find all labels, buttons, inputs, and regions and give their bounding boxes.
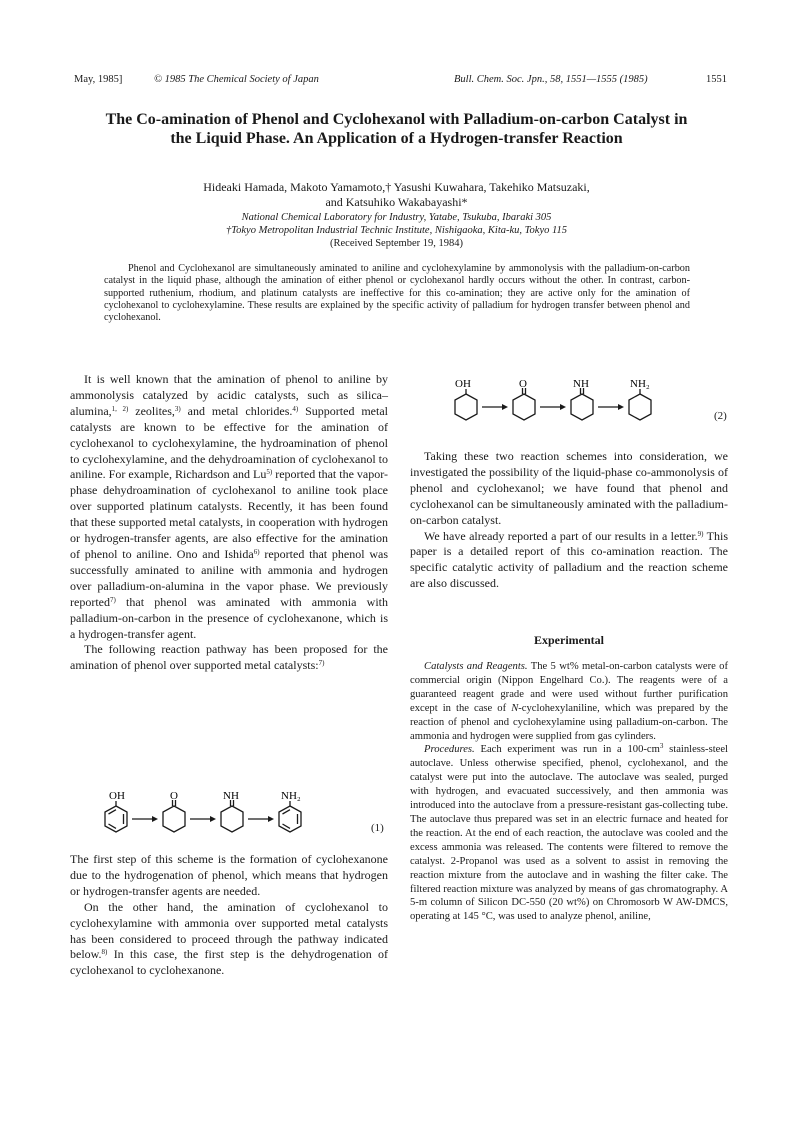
ref-citation: 1, 2) <box>111 404 129 413</box>
ref-citation: 3) <box>174 404 181 413</box>
affiliation-1: National Chemical Laboratory for Industry, Yatabe, Tsukuba, Ibaraki 305 <box>241 212 552 223</box>
abstract: Phenol and Cyclohexanol are simultaneously aminated to aniline and cyclohexylamine by ammonolysis with the palladium-on-carbon catalyst in the liquid phase, although the amination of either phenol or cyclohexanol hardly occurs without the other. In contrast, carbon-supported ruthenium, rhodium, and platinum catalysts are ineffective for this co-amination; they are active only for the amination of cyclohexanol to cyclohexylamine. These results are explained by the specific activity of palladium for hydrogen transfer between phenol and cyclohexanol. <box>104 263 690 324</box>
authors-line-2: and Katsuhiko Wakabayashi* <box>325 195 468 209</box>
ref-citation: 7) <box>109 595 116 604</box>
header-page-number: 1551 <box>706 74 727 85</box>
authors-line-1: Hideaki Hamada, Makoto Yamamoto,† Yasushi Kuwahara, Takehiko Matsuzaki, <box>203 180 590 194</box>
header-citation: Bull. Chem. Soc. Jpn., 58, 1551—1555 (1985) <box>454 74 648 85</box>
cyclohexylamine-label: NH₂ <box>630 378 650 390</box>
intro-paragraph-3: The first step of this scheme is the formation of cyclohexanone due to the hydrogenation of phenol, which means that hydrogen or hydrogen-transfer agents are needed. <box>70 852 388 898</box>
imine-label: NH <box>223 790 239 802</box>
subsection-label: Procedures. <box>424 744 475 756</box>
imine-label: NH <box>573 378 589 390</box>
intro-paragraph-2: The following reaction pathway has been proposed for the amination of phenol over supported metal catalysts:$^{7)}$ <box>70 642 388 673</box>
aniline-label: NH₂ <box>281 790 301 802</box>
cyclohexanol-label: OH <box>455 378 471 390</box>
received-date: (Received September 19, 1984) <box>330 238 463 249</box>
reaction-scheme-1 <box>96 788 326 844</box>
phenol-label: OH <box>109 790 125 802</box>
reaction-scheme-2 <box>446 376 676 432</box>
ref-citation: 5) <box>266 468 273 477</box>
ref-citation: 6) <box>253 547 260 556</box>
affiliation-2: †Tokyo Metropolitan Industrial Technic Institute, Nishigaoka, Kita-ku, Tokyo 115 <box>226 225 567 236</box>
subsection-label: Catalysts and Reagents. <box>424 661 528 672</box>
experimental-section <box>410 660 728 924</box>
article-title: The Co-amination of Phenol and Cyclohexanol with Palladium-on-carbon Catalyst in the Liquid Phase. An Application of a Hydrogen-transfer Reaction <box>105 111 688 147</box>
right-column <box>410 449 728 592</box>
authors <box>100 180 693 210</box>
ref-citation: 9) <box>697 529 704 538</box>
section-heading-experimental: Experimental <box>534 633 604 647</box>
intro-paragraph-5: Taking these two reaction schemes into consideration, we investigated the possibility of the liquid-phase co-ammonolysis of phenol and cyclohexanol; we have found that phenol and cyclohexanol can be simultaneously aminated with the palladium-on-carbon catalyst. <box>410 449 728 527</box>
header-copyright: © 1985 The Chemical Society of Japan <box>154 74 319 85</box>
cyclohexanone-label: O <box>170 790 178 802</box>
intro-paragraph-6: We have already reported a part of our results in a letter.$^{9)}$ This paper is a detailed report of this co-amination reaction. The specific catalytic activity of palladium and the reaction scheme are also discussed. <box>410 528 728 591</box>
left-column <box>70 372 388 674</box>
intro-paragraph-1: It is well known that the amination of phenol to aniline by ammonolysis catalyzed by acidic catalysts, such as silica–alumina,$^{1, 2)}$ zeolites,$^{3)}$ and metal chlorides.$^{4)}$ Supported metal catalysts are known to be effective for the amination of cyclohexanol to cyclohexylamine, the hydroamination of phenol to cyclohexylamine, and the dehydroamination of cyclohexanol to aniline. For example, Richardson and Lu$^{5)}$ reported that the vapor-phase dehydroamination of cyclohexanol to aniline took place over supported platinum catalysts. Recently, it has been found that these supported metal catalysts, in cooperation with hydrogen or hydrogen-transfer agents, are also effective for the amination of phenol to aniline. Ono and Ishida$^{6)}$ reported that phenol was successfully aminated to aniline with ammonia and hydrogen over palladium-on-alumina in the vapor phase. We previously reported$^{7)}$ that phenol was aminated with ammonia with palladium-on-carbon in the presence of cyclohexanone, which is a hydrogen-transfer agent. <box>70 372 389 641</box>
intro-paragraph-4: On the other hand, the amination of cyclohexanol to cyclohexylamine with ammonia over supported metal catalysts has been considered to proceed through the pathway indicated below.$^{8)}$ In this case, the first step is the dehydrogenation of cyclohexanol to cyclohexanone. <box>70 899 388 978</box>
ref-citation: 7) <box>318 659 325 668</box>
ref-citation: 8) <box>101 948 108 957</box>
left-column-lower <box>70 852 388 979</box>
cyclohexanone-label: O <box>519 378 527 390</box>
catalysts-paragraph: Catalysts and Reagents. The 5 wt% metal-on-carbon catalysts were of commercial origin (Nippon Engelhard Co.). The reagents were of a guaranteed reagent grade and were used without further purification except in the case of N-cyclohexylaniline, which was prepared by the reaction of phenol and cyclohexylamine using palladium-on-carbon. The ammonia and hydrogen were supplied from gas cylinders. <box>410 661 728 742</box>
equation-number-1: (1) <box>371 822 384 834</box>
header-date: May, 1985] <box>74 74 123 85</box>
equation-number-2: (2) <box>714 410 727 422</box>
ref-citation: 4) <box>292 404 299 413</box>
procedures-paragraph: Procedures. Each experiment was run in a $100-cm^3$ stainless-steel autoclave. Unless otherwise specified, phenol, cyclohexanol, and the catalyst were put into the autoclave. The autoclave was sealed, purged with hydrogen, and evacuated successively, and then ammonia was introduced into the autoclave from a pressure-resistant gas-collecting tube. The autoclave thus prepared was set in an electric furnace and heated for the reaction. At the end of each reaction, the autoclave was cooled and the excess ammonia was released. The contents were filtered to remove the catalyst. 2-Propanol was used as a solvent to assist in removing the reaction mixture from the autoclave and in washing the filter cake. The filtered reaction mixture was analyzed by means of gas chromatography. A 5-m column of Silicon DC-550 (20 wt%) on Chromosorb W AW-DMCS, operating at 145 °C, was used to analyze phenol, aniline, <box>410 742 728 923</box>
